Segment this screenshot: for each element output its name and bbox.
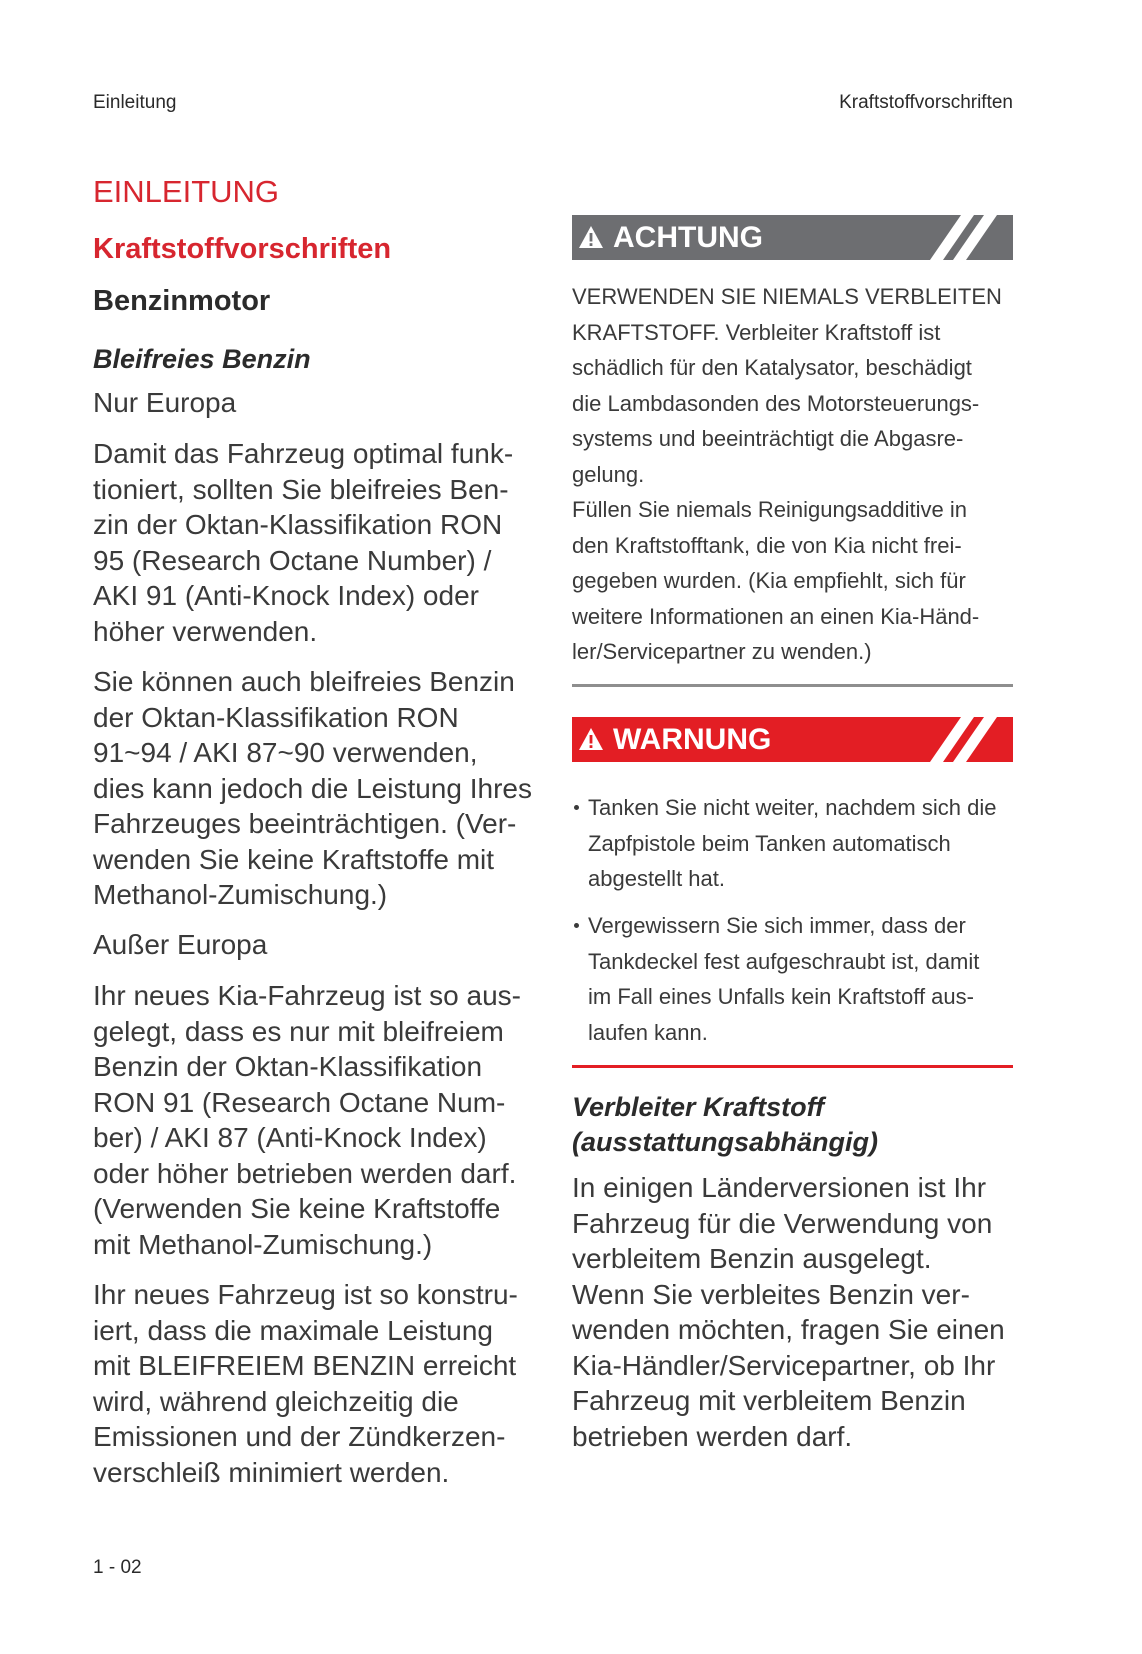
bullet-text — [588, 908, 979, 1050]
text-line: Fahrzeug für die Verwendung von — [572, 1207, 993, 1239]
text-line: Sie können auch bleifreies Benzin — [93, 666, 515, 697]
text-line: dies kann jedoch die Leistung Ihres — [93, 772, 532, 804]
text-line: Wenn Sie verbleites Benzin ver- — [572, 1278, 970, 1310]
text-line: höher verwenden. — [93, 615, 318, 647]
text-line: gelung. — [572, 461, 645, 487]
warning-divider — [572, 1065, 1013, 1068]
text-line: iert, dass die maximale Leistung — [93, 1314, 493, 1346]
caution-text — [572, 279, 1002, 670]
paragraph-outside-europe — [93, 978, 521, 1262]
banner-stripes — [572, 215, 1013, 260]
text-line: Tanken Sie nicht weiter, nachdem sich die — [588, 795, 997, 820]
text-line: zin der Oktan-Klassifikation RON — [93, 509, 503, 540]
text-line: Emissionen und der Zündkerzen- — [93, 1421, 506, 1452]
paragraph-europe-ron91 — [93, 664, 532, 913]
text-line: Ihr neues Kia-Fahrzeug ist so aus- — [93, 980, 521, 1011]
text-line: betrieben werden darf. — [572, 1420, 853, 1452]
topic-title: Bleifreies Benzin — [93, 344, 311, 374]
text-line: verbleitem Benzin ausgelegt. — [572, 1243, 932, 1274]
text-line: wird, während gleichzeitig die — [93, 1385, 459, 1417]
text-line: Ihr neues Fahrzeug ist so konstru- — [93, 1279, 518, 1310]
caution-divider — [572, 684, 1013, 687]
text-line: den Kraftstofftank, die von Kia nicht frei- — [572, 532, 962, 558]
text-line: mit BLEIFREIEM BENZIN erreicht — [93, 1350, 517, 1381]
text-line: die Lambdasonden des Motorsteuerungs- — [572, 390, 980, 416]
text-line: AKI 91 (Anti-Knock Index) oder — [93, 580, 479, 611]
heading-line: Verbleiter Kraftstoff — [572, 1092, 825, 1122]
text-line: gegeben wurden. (Kia empfiehlt, sich für — [572, 568, 966, 593]
text-line: Fahrzeuges beeinträchtigen. (Ver- — [93, 808, 517, 839]
europe-label — [93, 385, 236, 421]
paragraph-europe-ron95 — [93, 436, 513, 649]
text-line: Methanol-Zumischung.) — [93, 879, 388, 910]
text-line: weitere Informationen an einen Kia-Händ- — [572, 603, 980, 629]
paragraph-leaded-fuel — [572, 1170, 1005, 1454]
text-line: Zapfpistole beim Tanken automatisch — [588, 830, 951, 856]
text-line: wenden Sie keine Kraftstoffe mit — [93, 843, 495, 875]
text-line: VERWENDEN SIE NIEMALS VERBLEITEN — [572, 284, 1002, 309]
text-line: Tankdeckel fest aufgeschraubt ist, damit — [588, 948, 980, 974]
text-line: laufen kann. — [588, 1019, 708, 1045]
text-line: schädlich für den Katalysator, beschädigt — [572, 355, 972, 380]
subsection-title: Benzinmotor — [93, 285, 271, 317]
text-line: 95 (Research Octane Number) / — [93, 544, 492, 576]
text-line: Kia-Händler/Servicepartner, ob Ihr — [572, 1349, 996, 1381]
running-header-section: Kraftstoffvorschriften — [839, 92, 1013, 113]
paragraph-design-performance — [93, 1277, 518, 1490]
text-line: wenden möchten, fragen Sie einen — [572, 1314, 1005, 1345]
label-text: Nur Europa — [93, 387, 237, 418]
bullet-icon — [574, 805, 579, 810]
text-line: (Verwenden Sie keine Kraftstoffe — [93, 1193, 501, 1224]
text-line: KRAFTSTOFF. Verbleiter Kraftstoff ist — [572, 319, 941, 345]
chapter-title: EINLEITUNG — [93, 174, 280, 209]
text-line: gelegt, dass es nur mit bleifreiem — [93, 1015, 504, 1047]
heading-line: (ausstattungsabhängig) — [572, 1127, 879, 1157]
section-title: Kraftstoffvorschriften — [93, 233, 392, 265]
text-line: Fahrzeug mit verbleitem Benzin — [572, 1385, 966, 1416]
text-line: RON 91 (Research Octane Num- — [93, 1086, 506, 1118]
text-line: oder höher betrieben werden darf. — [93, 1157, 517, 1189]
leaded-fuel-heading — [572, 1090, 878, 1160]
text-line: Füllen Sie niemals Reinigungsadditive in — [572, 497, 968, 522]
text-line: Damit das Fahrzeug optimal funk- — [93, 438, 514, 469]
text-line: Vergewissern Sie sich immer, dass der — [588, 913, 966, 938]
text-line: ler/Servicepartner zu wenden.) — [572, 639, 872, 664]
text-line: tioniert, sollten Sie bleifreies Ben- — [93, 473, 509, 505]
text-line: systems und beeinträchtigt die Abgasre- — [572, 426, 964, 451]
text-line: verschleiß minimiert werden. — [93, 1456, 450, 1488]
warning-title: WARNUNG — [613, 723, 772, 756]
running-header-chapter: Einleitung — [93, 92, 177, 113]
warning-banner — [572, 717, 1013, 762]
label-text: Außer Europa — [93, 929, 268, 960]
text-line: In einigen Länderversionen ist Ihr — [572, 1172, 987, 1203]
text-line: mit Methanol-Zumischung.) — [93, 1228, 433, 1260]
text-line: abgestellt hat. — [588, 866, 725, 891]
bullet-text — [588, 790, 996, 897]
caution-banner — [572, 215, 1013, 260]
bullet-icon — [574, 923, 579, 928]
page-number: 1 - 02 — [93, 1557, 142, 1578]
caution-title: ACHTUNG — [613, 221, 763, 254]
banner-stripes — [572, 717, 1013, 762]
text-line: Benzin der Oktan-Klassifikation — [93, 1051, 483, 1082]
text-line: ber) / AKI 87 (Anti-Knock Index) — [93, 1122, 487, 1153]
text-line: 91~94 / AKI 87~90 verwenden, — [93, 737, 478, 768]
text-line: im Fall eines Unfalls kein Kraftstoff aus- — [588, 984, 974, 1009]
text-line: der Oktan-Klassifikation RON — [93, 701, 459, 733]
outside-europe-label — [93, 927, 267, 963]
